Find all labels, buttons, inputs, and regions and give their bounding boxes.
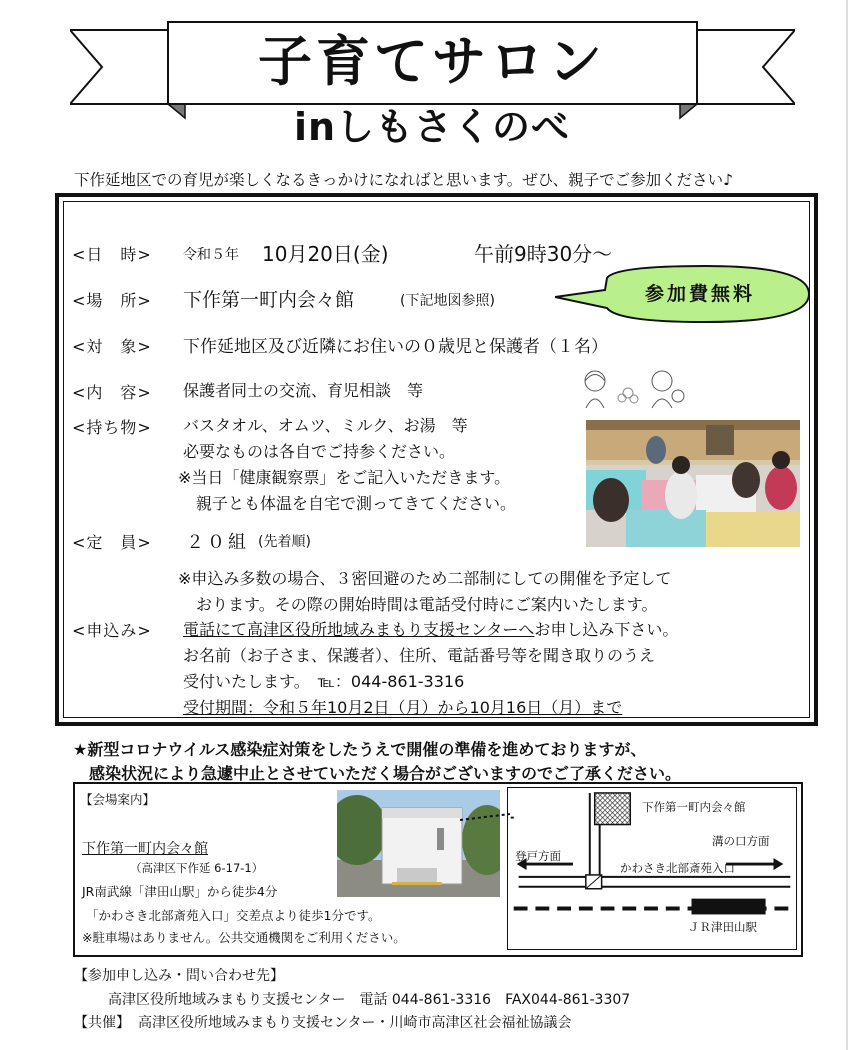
apply-line-3: 受付いたします。 ℡：044-861-3316 [183,672,465,691]
page-edge [846,0,848,1050]
content-value: 保護者同士の交流、育児相談 等 [183,381,424,400]
map-station-label: ＪＲ津田山駅 [688,920,757,934]
map-intersection-label: かわさき北部斎苑入口 [620,861,735,875]
place-value: 下作第一町内会々館 [183,289,355,311]
capacity-value: ２０組 [186,532,249,553]
venue-address: （高津区下作延 6-17-1） [130,861,264,875]
page-title: 子育てサロン [258,30,606,93]
items-label: <持ち物> [72,418,152,437]
capacity-note: (先着順) [258,534,311,550]
family-illustration [578,368,688,410]
apply-line-2: お名前（お子さま、保護者）、住所、電話番号等を聞き取りのうえ [183,646,656,665]
venue-heading: 【会場案内】 [80,792,156,807]
salon-photo [586,420,800,547]
venue-name: 下作第一町内会々館 [82,841,208,857]
place-label: <場 所> [72,291,152,310]
apply-phone-instruction: 電話にて高津区役所地域みまもり支援センターへ [183,620,535,639]
capacity-line-3: おります。その際の開始時間は電話受付時にご案内いたします。 [196,595,658,614]
datetime-label: <日 時> [72,245,152,264]
target-label: <対 象> [72,337,152,356]
venue-photo [337,790,500,897]
capacity-label: <定 員> [72,533,152,552]
intro-text: 下作延地区での育児が楽しくなるきっかけになればと思います。ぜひ、親子でご参加ください♪ [74,171,734,189]
venue-parking: ※駐車場はありません。公共交通機関をご利用ください。 [82,930,406,945]
venue-access-2: 「かわさき北部斎苑入口」交差点より徒歩1分です。 [86,908,381,923]
datetime-date: 10月20日(金) [262,242,389,266]
covid-notice [73,738,681,786]
photo-pointer [460,812,510,824]
notice-line-2: 感染状況により急遽中止とさせていただく場合がございますのでご了承ください。 [89,764,682,783]
content-label: <内 容> [72,383,152,402]
venue-access-1: JR南武線「津田山駅」から徒歩4分 [82,884,278,899]
items-line-2: 必要なものは各自でご持参ください。 [183,442,456,461]
capacity-line-2: ※申込み多数の場合、３密回避のため二部制にしての開催を予定して [178,569,672,588]
datetime-time: 午前9時30分〜 [474,242,613,266]
map-mizonokuchi-label: 溝の口方面 [712,834,770,848]
notice-line-1: ★新型コロナウイルス感染症対策をしたうえで開催の準備を進めておりますが、 [73,740,647,759]
items-line-4: 親子とも体温を自宅で測ってきてください。 [196,494,517,513]
apply-period: 受付期間：令和５年10月2日（月）から10月16日（月）まで [183,698,623,717]
items-line-3: ※当日「健康観察票」をご記入いただきます。 [178,468,511,487]
map-noborito-label: 登戸方面 [515,849,561,863]
place-note: (下記地図参照) [400,293,495,309]
map-venue-label: 下作第一町内会々館 [642,800,746,814]
contact-heading: 【参加申し込み・問い合わせ先】 [74,968,284,984]
cohost-value: 高津区役所地域みまもり支援センター・川崎市高津区社会福祉協議会 [138,1015,572,1031]
page-subtitle: inしもさくのべ [293,105,571,149]
apply-label: <申込み> [72,621,152,640]
contact-line: 高津区役所地域みまもり支援センター 電話 044-861-3316 FAX044-861-3307 [108,992,631,1008]
target-value: 下作延地区及び近隣にお住いの０歳児と保護者（１名） [183,337,608,357]
datetime-era: 令和５年 [183,247,239,263]
cohost-label: 【共催】 [74,1015,130,1031]
apply-line-1-rest: お申し込み下さい。 [534,620,679,639]
free-badge: 参加費無料 [644,283,755,305]
items-line-1: バスタオル、オムツ、ミルク、お湯 等 [183,416,468,435]
